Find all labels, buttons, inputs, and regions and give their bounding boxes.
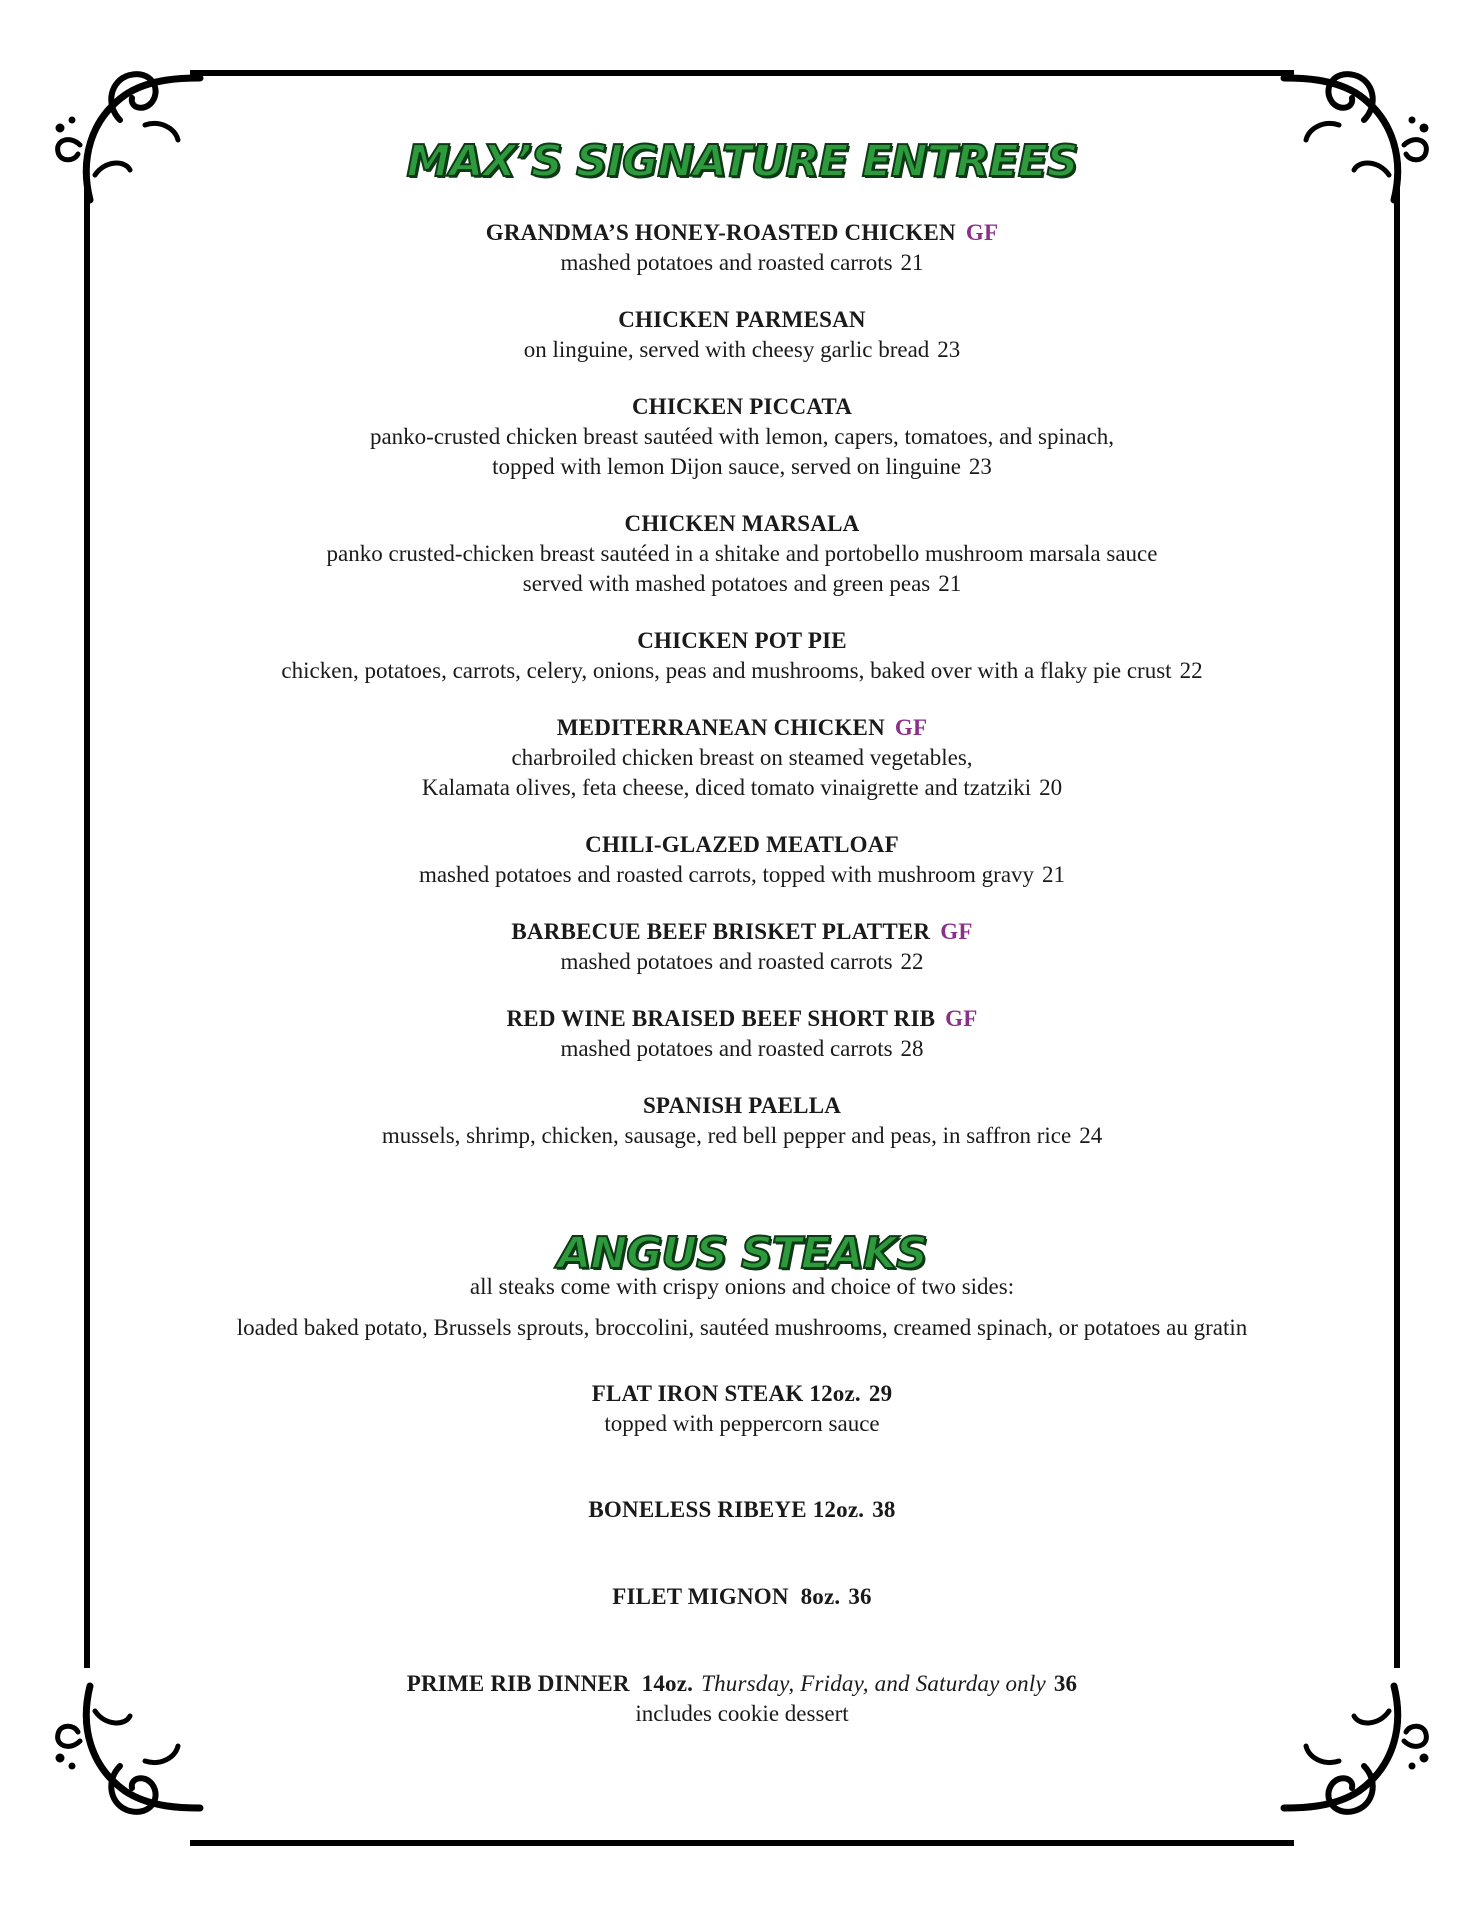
item-name: GRANDMA’S HONEY-ROASTED CHICKEN GF bbox=[485, 220, 999, 245]
menu-item bbox=[110, 830, 1374, 890]
menu-item bbox=[110, 509, 1374, 599]
item-name: CHILI-GLAZED MEATLOAF bbox=[585, 832, 899, 857]
item-price: 20 bbox=[1039, 775, 1063, 800]
menu-item bbox=[110, 713, 1374, 803]
menu-item bbox=[110, 1582, 1374, 1612]
steaks-intro: all steaks come with crispy onions and choice of two sides: bbox=[469, 1274, 1015, 1299]
menu-item bbox=[110, 626, 1374, 686]
item-name: CHICKEN PICCATA bbox=[631, 394, 853, 419]
item-description: topped with peppercorn sauce bbox=[604, 1411, 880, 1436]
steaks-sides: loaded baked potato, Brussels sprouts, broccolini, sautéed mushrooms, creamed spinach, or potatoes au gratin bbox=[236, 1315, 1248, 1340]
item-name: PRIME RIB DINNER 14oz. Thursday, Friday, and Saturday only 36 bbox=[406, 1671, 1078, 1696]
item-description: panko crusted-chicken breast sautéed in a shitake and portobello mushroom marsala sauce bbox=[326, 541, 1158, 566]
frame-right-border bbox=[1394, 182, 1400, 1668]
item-description: mussels, shrimp, chicken, sausage, red bell pepper and peas, in saffron rice 24 bbox=[381, 1123, 1103, 1148]
item-name: CHICKEN POT PIE bbox=[637, 628, 847, 653]
item-price: 21 bbox=[938, 571, 962, 596]
item-name: RED WINE BRAISED BEEF SHORT RIB GF bbox=[506, 1006, 978, 1031]
item-name: BONELESS RIBEYE 12oz. 38 bbox=[588, 1497, 896, 1522]
item-description: panko-crusted chicken breast sautéed with lemon, capers, tomatoes, and spinach, bbox=[369, 424, 1115, 449]
item-price: 28 bbox=[900, 1036, 924, 1061]
availability-note: Thursday, Friday, and Saturday only bbox=[701, 1671, 1046, 1696]
item-price: 36 bbox=[848, 1584, 872, 1609]
item-description: chicken, potatoes, carrots, celery, onions, peas and mushrooms, baked over with a flaky pie crust 22 bbox=[281, 658, 1203, 683]
item-name: CHICKEN PARMESAN bbox=[618, 307, 866, 332]
menu-item bbox=[110, 1669, 1374, 1729]
item-price: 24 bbox=[1079, 1123, 1103, 1148]
menu-item bbox=[110, 1379, 1374, 1439]
item-price: 29 bbox=[868, 1381, 893, 1406]
item-description: mashed potatoes and roasted carrots 28 bbox=[560, 1036, 924, 1061]
item-description: Kalamata olives, feta cheese, diced tomato vinaigrette and tzatziki 20 bbox=[421, 775, 1063, 800]
item-description: mashed potatoes and roasted carrots 22 bbox=[560, 949, 924, 974]
item-price: 36 bbox=[1053, 1671, 1078, 1696]
item-price: 21 bbox=[1042, 862, 1066, 887]
gf-badge: GF bbox=[965, 220, 999, 245]
menu-item bbox=[110, 392, 1374, 482]
frame-top-border bbox=[190, 70, 1294, 76]
item-price: 21 bbox=[900, 250, 924, 275]
item-description: charbroiled chicken breast on steamed vegetables, bbox=[511, 745, 973, 770]
corner-flourish-icon bbox=[1274, 50, 1434, 210]
item-description: includes cookie dessert bbox=[635, 1701, 849, 1726]
menu-item bbox=[110, 917, 1374, 977]
menu-item bbox=[110, 305, 1374, 365]
menu-item bbox=[110, 1004, 1374, 1064]
section-title-entrees: MAX’S SIGNATURE ENTREES bbox=[406, 136, 1078, 187]
item-price: 23 bbox=[968, 454, 992, 479]
item-description: topped with lemon Dijon sauce, served on linguine 23 bbox=[492, 454, 992, 479]
item-description: served with mashed potatoes and green peas 21 bbox=[522, 571, 962, 596]
item-description: mashed potatoes and roasted carrots, topped with mushroom gravy 21 bbox=[418, 862, 1066, 887]
item-name: BARBECUE BEEF BRISKET PLATTER GF bbox=[511, 919, 973, 944]
item-name: CHICKEN MARSALA bbox=[624, 511, 860, 536]
item-price: 23 bbox=[937, 337, 961, 362]
gf-badge: GF bbox=[940, 919, 973, 944]
item-name: MEDITERRANEAN CHICKEN GF bbox=[556, 715, 928, 740]
frame-left-border bbox=[84, 182, 90, 1668]
item-price: 22 bbox=[1179, 658, 1203, 683]
corner-flourish-icon bbox=[50, 50, 210, 210]
gf-badge: GF bbox=[945, 1006, 978, 1031]
menu-item bbox=[110, 1495, 1374, 1525]
menu-item bbox=[110, 1091, 1374, 1151]
item-name: SPANISH PAELLA bbox=[642, 1093, 842, 1118]
menu-item bbox=[110, 218, 1374, 278]
item-name: FLAT IRON STEAK 12oz. 29 bbox=[591, 1381, 893, 1406]
item-price: 38 bbox=[872, 1497, 896, 1522]
item-price: 22 bbox=[900, 949, 924, 974]
item-description: mashed potatoes and roasted carrots 21 bbox=[560, 250, 924, 275]
frame-bottom-border bbox=[190, 1840, 1294, 1846]
item-description: on linguine, served with cheesy garlic bread 23 bbox=[523, 337, 961, 362]
section-title-steaks: ANGUS STEAKS bbox=[557, 1228, 927, 1279]
gf-badge: GF bbox=[894, 715, 928, 740]
item-name: FILET MIGNON 8oz. 36 bbox=[612, 1584, 872, 1609]
